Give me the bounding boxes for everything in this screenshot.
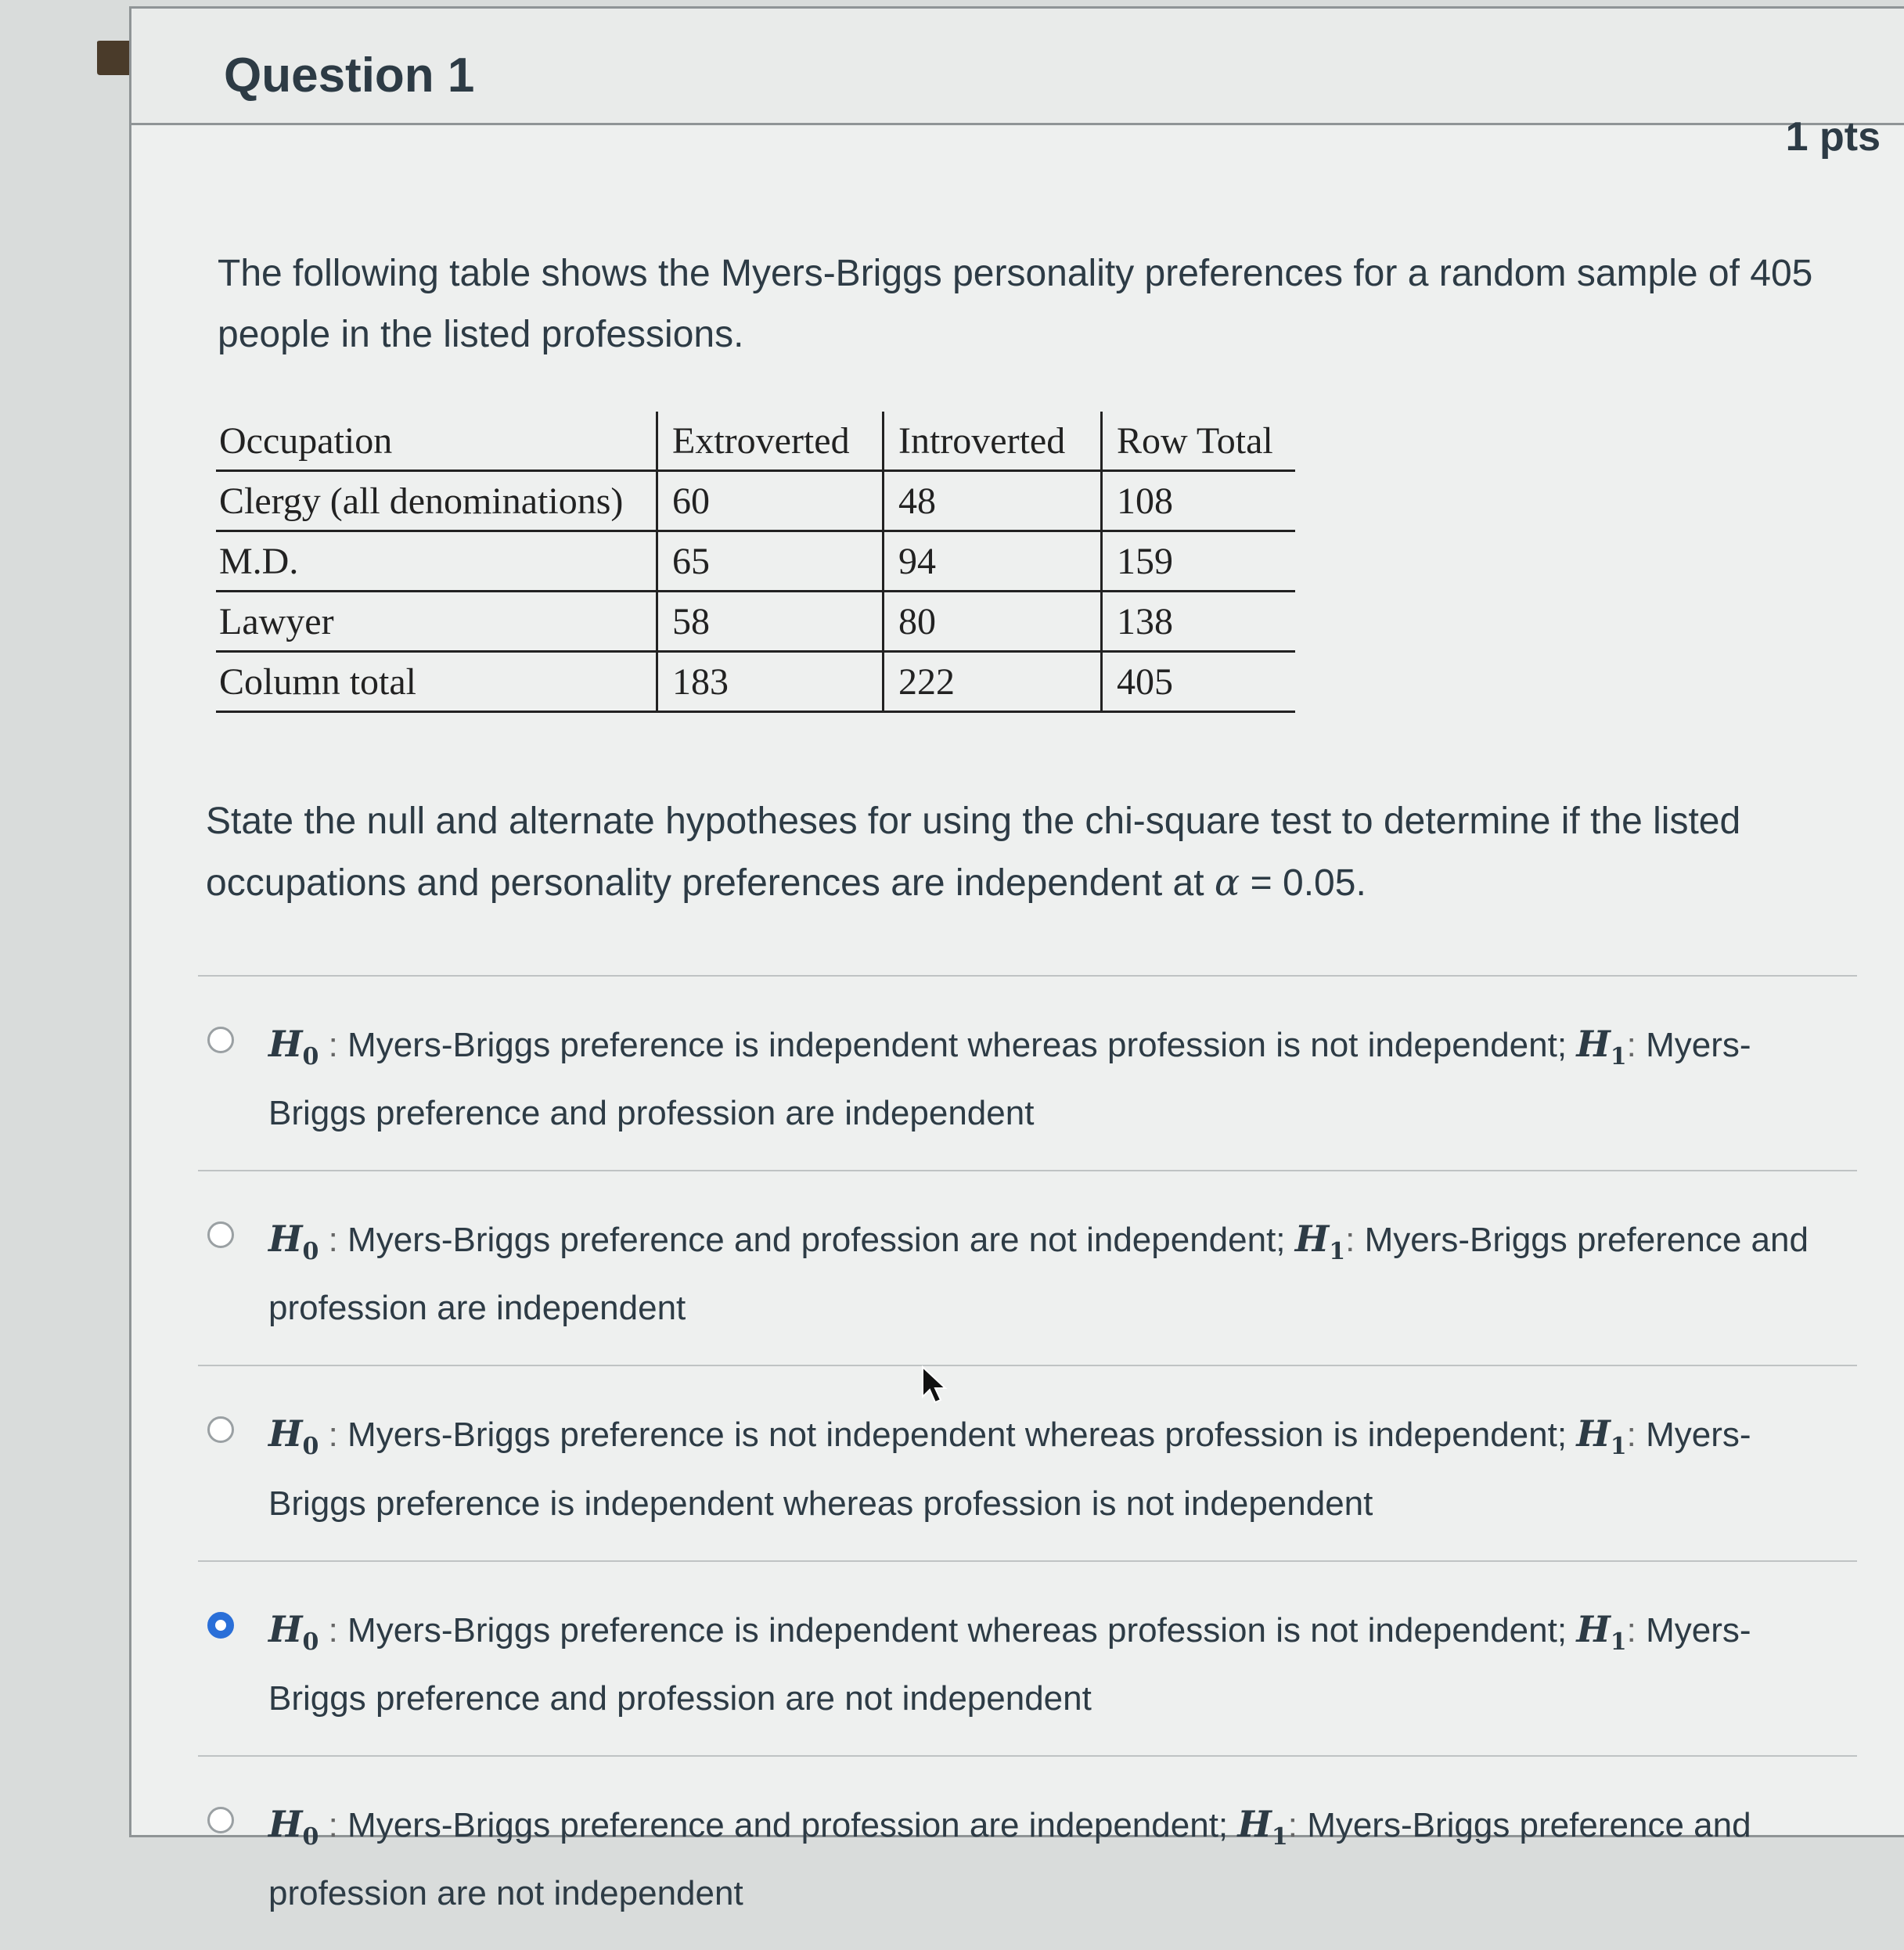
separator: : [328,1610,338,1650]
answer-option[interactable] [198,975,1857,1170]
table-cell: 405 [1102,652,1296,712]
separator: : [1626,1026,1636,1064]
table-header: Row Total [1102,412,1296,471]
table-cell: 138 [1102,592,1296,652]
table-header: Introverted [884,412,1102,471]
table-cell: 183 [657,652,884,712]
contingency-table [216,412,1295,713]
table-cell: 94 [884,531,1102,592]
h1-symbol: $H_1$ [1576,1023,1627,1071]
table-cell: 222 [884,652,1102,712]
answer-option[interactable] [198,1755,1857,1950]
table-row [216,471,1295,531]
table-cell: 80 [884,592,1102,652]
question-header [131,9,1904,125]
answer-option[interactable] [198,1560,1857,1755]
table-cell: 60 [657,471,884,531]
h0-symbol: $H_0$ [268,1218,319,1266]
radio-button[interactable] [207,1416,234,1443]
table-header-row [216,412,1295,471]
separator: : [1626,1416,1636,1455]
h1-text: Myers-Briggs preference and profession are independent [268,1026,1751,1133]
separator: : [328,1026,338,1064]
separator: : [1626,1610,1636,1650]
h1-symbol: $H_1$ [1576,1607,1627,1656]
task-text: State the null and alternate hypotheses for using the chi-square test to determine if the listed occupations and personality preferences are independent at [206,801,1741,904]
separator: : [328,1416,338,1455]
h1-symbol: $H_1$ [1294,1218,1346,1266]
radio-button[interactable] [207,1612,234,1639]
table-cell: 108 [1102,471,1296,531]
answer-option[interactable] [198,1170,1857,1365]
table-cell: 159 [1102,531,1296,592]
table-row-label: M.D. [216,531,657,592]
h0-text: Myers-Briggs preference is not independent whereas profession is independent; [347,1416,1567,1455]
answer-option[interactable] [198,1365,1857,1560]
h1-symbol: $H_1$ [1576,1412,1627,1461]
table-cell: 58 [657,592,884,652]
answer-list [198,975,1857,1950]
h0-text: Myers-Briggs preference and profession are not independent; [347,1221,1286,1260]
table-row-label: Column total [216,652,657,712]
question-title: Question 1 [224,49,475,103]
separator: : [328,1805,338,1844]
h1-symbol: $H_1$ [1237,1802,1288,1851]
h0-symbol: $H_0$ [268,1412,319,1461]
h0-text: Myers-Briggs preference is independent whereas profession is not independent; [347,1610,1567,1650]
h0-symbol: $H_0$ [268,1023,319,1071]
table-row-label: Lawyer [216,592,657,652]
radio-button[interactable] [207,1027,234,1053]
table-row [216,652,1295,712]
table-cell: 48 [884,471,1102,531]
question-prompt: The following table shows the Myers-Briggs personality preferences for a random sample of 405 people in the listed professions. [218,253,1813,355]
question-points: 1 pts [1785,114,1881,160]
radio-button[interactable] [207,1221,234,1248]
alpha-symbol: α [1214,861,1240,905]
table-cell: 65 [657,531,884,592]
table-row-label: Clergy (all denominations) [216,471,657,531]
separator: : [1345,1221,1355,1260]
h0-text: Myers-Briggs preference and profession are independent; [347,1805,1229,1844]
alpha-value: = 0.05. [1250,862,1366,904]
separator: : [1287,1805,1298,1844]
h1-text: Myers-Briggs preference is independent whereas profession is not independent [268,1416,1751,1523]
question-task [206,791,1896,914]
h0-symbol: $H_0$ [268,1607,319,1656]
mouse-pointer-icon [920,1365,951,1405]
table-row [216,592,1295,652]
separator: : [328,1221,338,1260]
h0-symbol: $H_0$ [268,1802,319,1851]
h0-text: Myers-Briggs preference is independent whereas profession is not independent; [347,1026,1567,1064]
h1-text: Myers-Briggs preference and profession are not independent [268,1610,1751,1718]
radio-button[interactable] [207,1807,234,1833]
question-card [129,6,1904,1912]
table-header: Occupation [216,412,657,471]
table-row [216,531,1295,592]
h1-text: Myers-Briggs preference and profession are not independent [268,1805,1751,1912]
table-header: Extroverted [657,412,884,471]
h1-text: Myers-Briggs preference and profession are independent [268,1221,1809,1328]
